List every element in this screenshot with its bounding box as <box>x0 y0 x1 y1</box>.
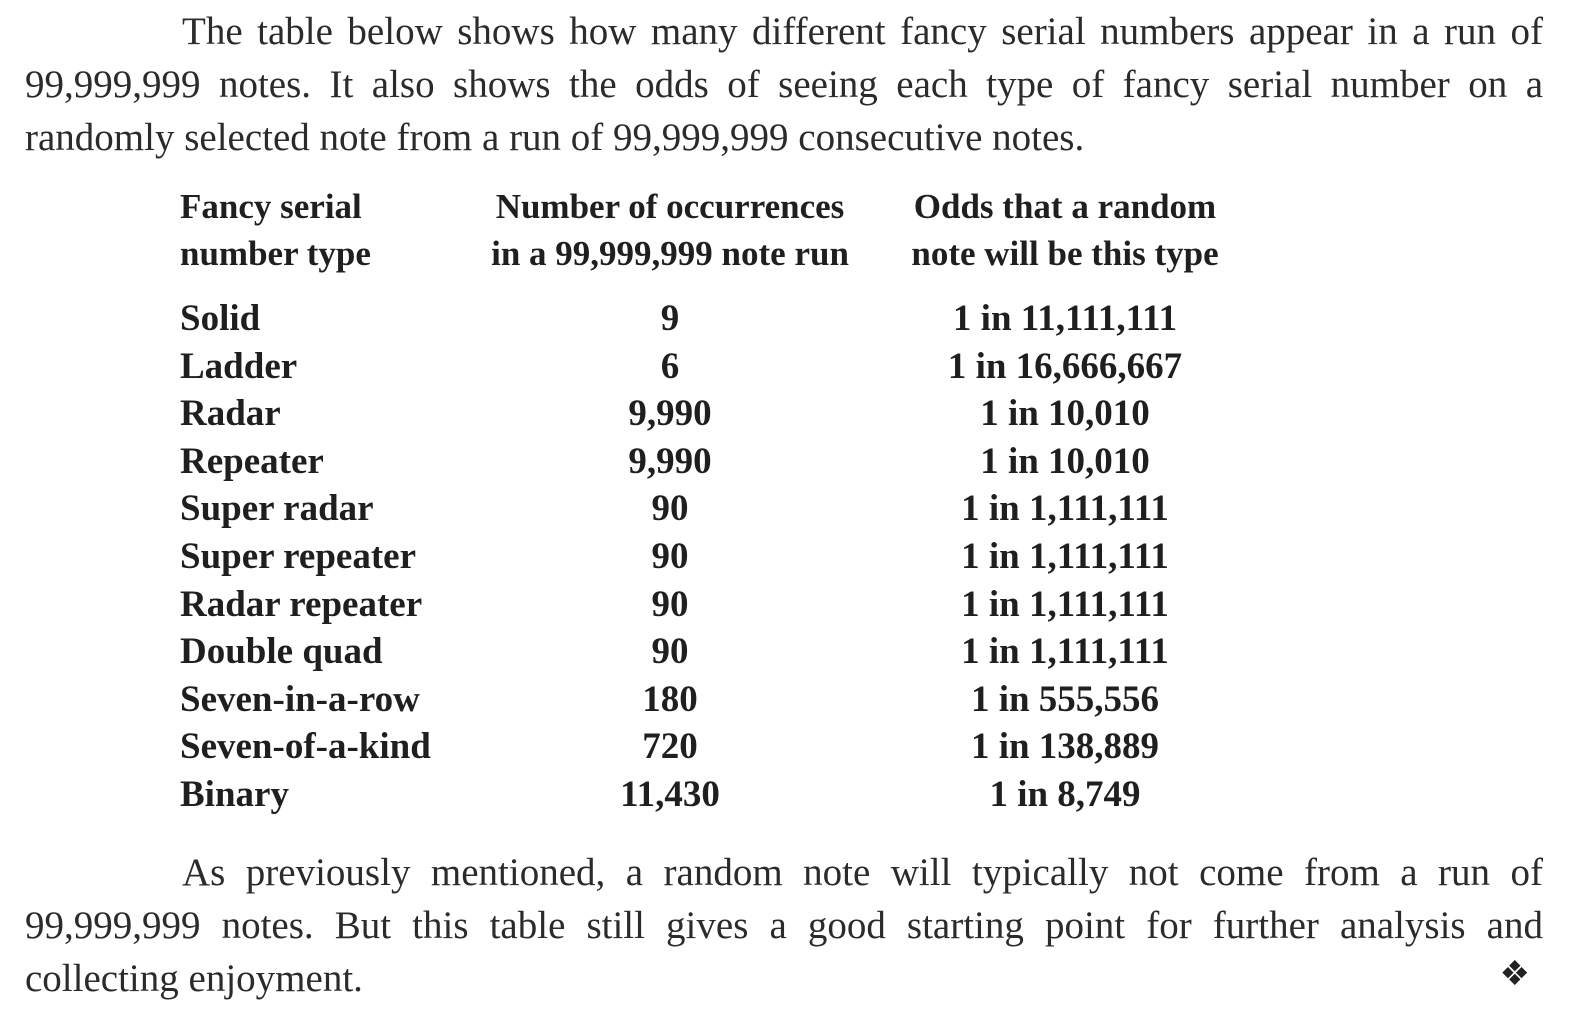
serial-type-cell: Solid <box>180 298 261 339</box>
odds-cell: 1 in 1,111,111 <box>961 535 1169 577</box>
serial-type-cell: Ladder <box>180 345 298 387</box>
section-end-ornament-icon: ❖ <box>1499 956 1530 993</box>
occurrences-cell: 9,990 <box>628 440 712 482</box>
header-occurrences <box>450 183 890 295</box>
odds-cell: 1 in 555,556 <box>970 678 1160 720</box>
serial-type-cell: Repeater <box>180 440 324 482</box>
serial-type-cell: Super radar <box>180 488 374 530</box>
header-line: number type <box>180 234 371 273</box>
intro-paragraph: The table below shows how many different fancy serial numbers appear in a run of 99,999,999 notes. It also shows the odds of seeing each type of fancy serial number on a randomly selected note from a run of 99,999,999 consecutive notes. <box>25 10 1543 159</box>
odds-cell: 1 in 10,010 <box>980 440 1150 482</box>
table-row <box>170 343 1240 391</box>
serial-type-cell: Binary <box>180 773 289 815</box>
table-row <box>170 295 1240 343</box>
odds-cell: 1 in 10,010 <box>980 393 1150 435</box>
occurrences-cell: 90 <box>651 583 689 625</box>
occurrences-cell: 180 <box>642 678 698 720</box>
header-line: Odds that a random <box>913 187 1217 226</box>
occurrences-cell: 9 <box>660 298 680 339</box>
table-row <box>170 581 1240 629</box>
odds-cell: 1 in 11,111,111 <box>952 298 1178 339</box>
table-header-row <box>170 183 1240 295</box>
serial-type-cell: Seven-in-a-row <box>180 678 420 720</box>
serial-type-cell: Double quad <box>180 631 383 673</box>
odds-cell: 1 in 138,889 <box>970 726 1160 768</box>
fancy-serial-table <box>170 183 1240 819</box>
header-line: note will be this type <box>911 234 1219 273</box>
occurrences-cell: 720 <box>642 726 698 768</box>
serial-type-cell: Radar repeater <box>180 583 423 625</box>
closing-paragraph: As previously mentioned, a random note will typically not come from a run of 99,999,999 notes. But this table still gives a good starting point for further analysis and collecting enjoyment. <box>25 851 1543 1000</box>
serial-type-cell: Seven-of-a-kind <box>180 726 431 768</box>
odds-cell: 1 in 8,749 <box>989 773 1141 815</box>
serial-type-cell: Super repeater <box>180 535 417 577</box>
occurrences-cell: 11,430 <box>620 773 720 815</box>
table-row <box>170 390 1240 438</box>
header-line: Number of occurrences <box>495 187 845 226</box>
table-row <box>170 438 1240 486</box>
odds-cell: 1 in 1,111,111 <box>961 631 1169 673</box>
header-line: in a 99,999,999 note run <box>491 234 849 273</box>
header-odds <box>890 183 1240 295</box>
odds-cell: 1 in 1,111,111 <box>961 583 1169 625</box>
occurrences-cell: 6 <box>660 345 680 387</box>
occurrences-cell: 90 <box>651 488 689 530</box>
table-row <box>170 771 1240 819</box>
header-line: Fancy serial <box>180 187 362 226</box>
occurrences-cell: 9,990 <box>628 393 712 435</box>
table-row <box>170 676 1240 724</box>
odds-cell: 1 in 1,111,111 <box>961 488 1169 530</box>
header-fancy-serial-type <box>170 183 450 295</box>
serial-type-cell: Radar <box>180 393 281 435</box>
table-row <box>170 628 1240 676</box>
occurrences-cell: 90 <box>651 631 689 673</box>
table-row <box>170 485 1240 533</box>
odds-cell: 1 in 16,666,667 <box>947 345 1183 387</box>
table-row <box>170 723 1240 771</box>
occurrences-cell: 90 <box>651 535 689 577</box>
table-row <box>170 533 1240 581</box>
